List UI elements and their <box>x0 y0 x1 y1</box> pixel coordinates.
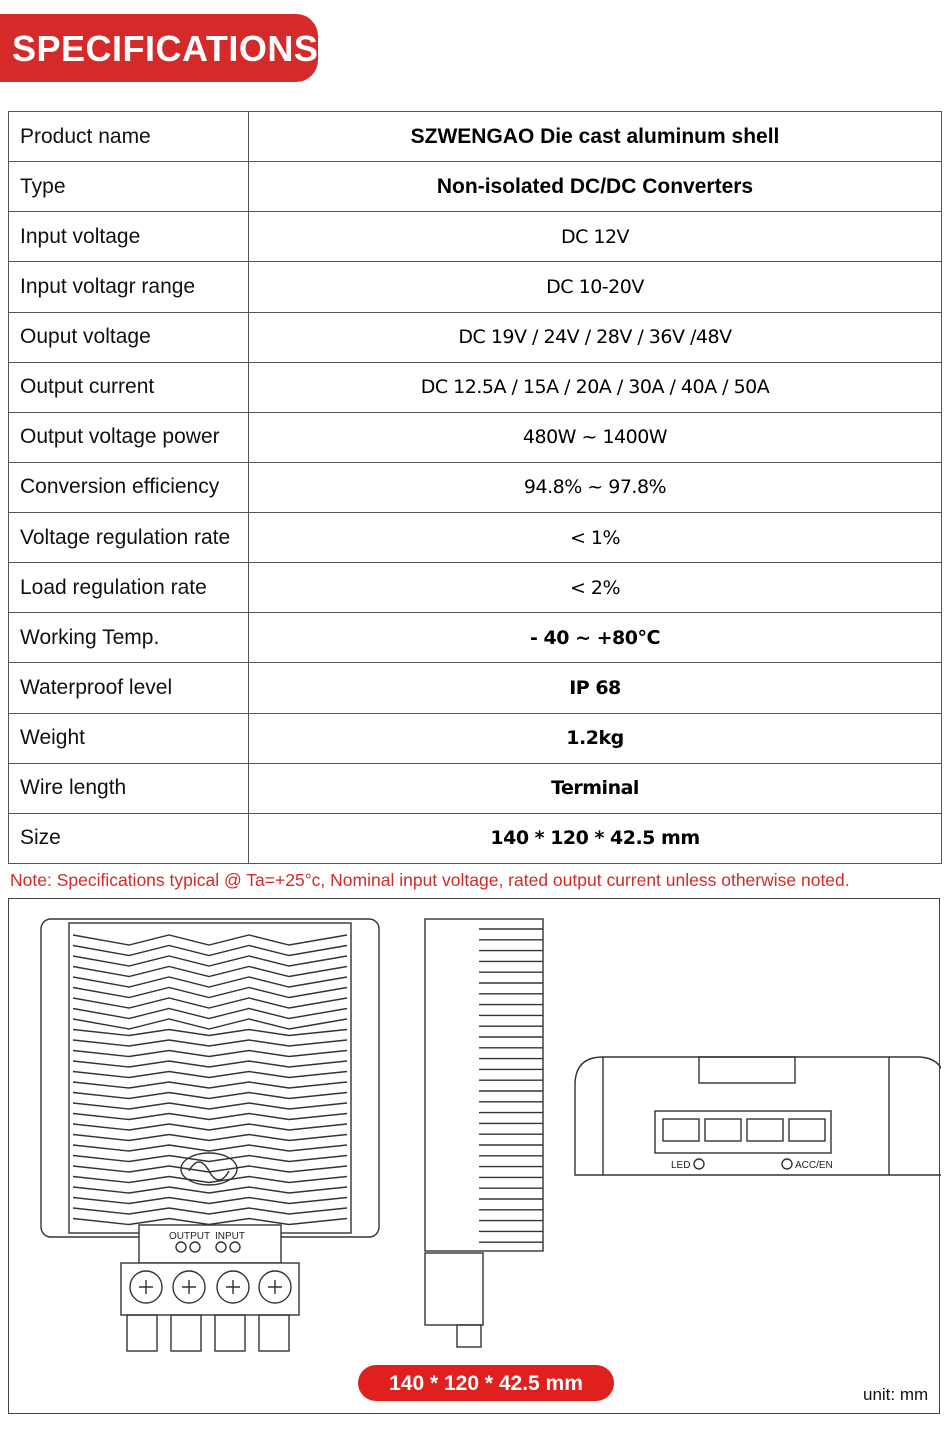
fin-line <box>73 1177 347 1183</box>
spec-label: Conversion efficiency <box>9 462 249 512</box>
fin-line <box>73 1145 347 1151</box>
spec-label: Size <box>9 813 249 863</box>
fin-line <box>73 1030 347 1036</box>
section-header-tab <box>0 14 318 82</box>
spec-label: Output voltage power <box>9 412 249 462</box>
spec-label: Weight <box>9 713 249 763</box>
table-row <box>9 663 942 713</box>
fin-line <box>73 977 347 987</box>
front-view-drawing <box>41 919 379 1351</box>
fin-line <box>73 1093 347 1099</box>
table-row <box>9 462 942 512</box>
table-row <box>9 613 942 663</box>
table-row <box>9 362 942 412</box>
table-row <box>9 312 942 362</box>
spec-label: Input voltage <box>9 212 249 262</box>
output-port-label: OUTPUT <box>169 1231 211 1242</box>
fin-line <box>73 998 347 1008</box>
spec-label: Voltage regulation rate <box>9 513 249 563</box>
table-row <box>9 162 942 212</box>
spec-label: Ouput voltage <box>9 312 249 362</box>
fin-line <box>73 956 347 966</box>
table-row <box>9 212 942 262</box>
technical-drawing-frame <box>8 898 940 1414</box>
table-row <box>9 813 942 863</box>
spec-label: Waterproof level <box>9 663 249 713</box>
fin-line <box>73 946 347 956</box>
fin-line <box>73 1208 347 1214</box>
table-row <box>9 262 942 312</box>
end-view-drawing <box>575 1057 941 1175</box>
spec-value: SZWENGAO Die cast aluminum shell <box>249 112 942 162</box>
spec-value: DC 19V / 24V / 28V / 36V /48V <box>249 312 942 362</box>
spec-label: Working Temp. <box>9 613 249 663</box>
input-port-label: INPUT <box>215 1231 245 1242</box>
fin-line <box>73 1103 347 1109</box>
spec-value: < 2% <box>249 563 942 613</box>
section-title: SPECIFICATIONS <box>12 28 319 69</box>
spec-label: Type <box>9 162 249 212</box>
spec-value: 94.8% ~ 97.8% <box>249 462 942 512</box>
table-row <box>9 563 942 613</box>
acc-indicator-icon <box>782 1159 792 1169</box>
spec-value: IP 68 <box>249 663 942 713</box>
spec-value: < 1% <box>249 513 942 563</box>
fin-line <box>73 1040 347 1046</box>
spec-label: Wire length <box>9 763 249 813</box>
fin-line <box>73 1198 347 1204</box>
fin-line <box>73 988 347 998</box>
table-row <box>9 713 942 763</box>
fin-line <box>73 1156 347 1162</box>
fin-line <box>73 1114 347 1120</box>
fin-line <box>73 1166 347 1172</box>
spec-value: 140 * 120 * 42.5 mm <box>249 813 942 863</box>
spec-label: Input voltagr range <box>9 262 249 312</box>
heatsink-fins <box>73 935 347 1225</box>
fin-line <box>73 1061 347 1067</box>
spec-label: Output current <box>9 362 249 412</box>
fin-line <box>73 1219 347 1225</box>
fin-line <box>73 935 347 945</box>
size-badge: 140 * 120 * 42.5 mm <box>358 1365 614 1401</box>
table-row <box>9 513 942 563</box>
spec-value: 1.2kg <box>249 713 942 763</box>
fin-line <box>73 1135 347 1141</box>
spec-label: Load regulation rate <box>9 563 249 613</box>
technical-drawing <box>9 899 941 1415</box>
side-fins <box>479 929 543 1242</box>
spec-value: - 40 ~ +80℃ <box>249 613 942 663</box>
table-row <box>9 412 942 462</box>
fin-line <box>73 1051 347 1057</box>
unit-label: unit: mm <box>863 1385 929 1404</box>
table-row <box>9 763 942 813</box>
acc-en-label: ACC/EN <box>795 1160 833 1171</box>
fin-line <box>73 1082 347 1088</box>
fin-line <box>73 967 347 977</box>
spec-table <box>8 111 942 864</box>
spec-label: Product name <box>9 112 249 162</box>
fin-line <box>73 1072 347 1078</box>
fin-line <box>73 1009 347 1019</box>
side-view-drawing <box>425 919 543 1347</box>
spec-value: DC 12.5A / 15A / 20A / 30A / 40A / 50A <box>249 362 942 412</box>
front-terminals <box>121 1263 299 1351</box>
spec-value: DC 12V <box>249 212 942 262</box>
fin-line <box>73 1124 347 1130</box>
table-row <box>9 112 942 162</box>
fin-line <box>73 1019 347 1029</box>
spec-value: DC 10-20V <box>249 262 942 312</box>
led-indicator-icon <box>694 1159 704 1169</box>
spec-value: 480W ~ 1400W <box>249 412 942 462</box>
spec-note: Note: Specifications typical @ Ta=+25°c, Nominal input voltage, rated output current unless otherwise noted. <box>10 870 850 890</box>
led-label: LED <box>671 1160 691 1171</box>
spec-value: Non-isolated DC/DC Converters <box>249 162 942 212</box>
spec-value: Terminal <box>249 763 942 813</box>
fin-line <box>73 1187 347 1193</box>
